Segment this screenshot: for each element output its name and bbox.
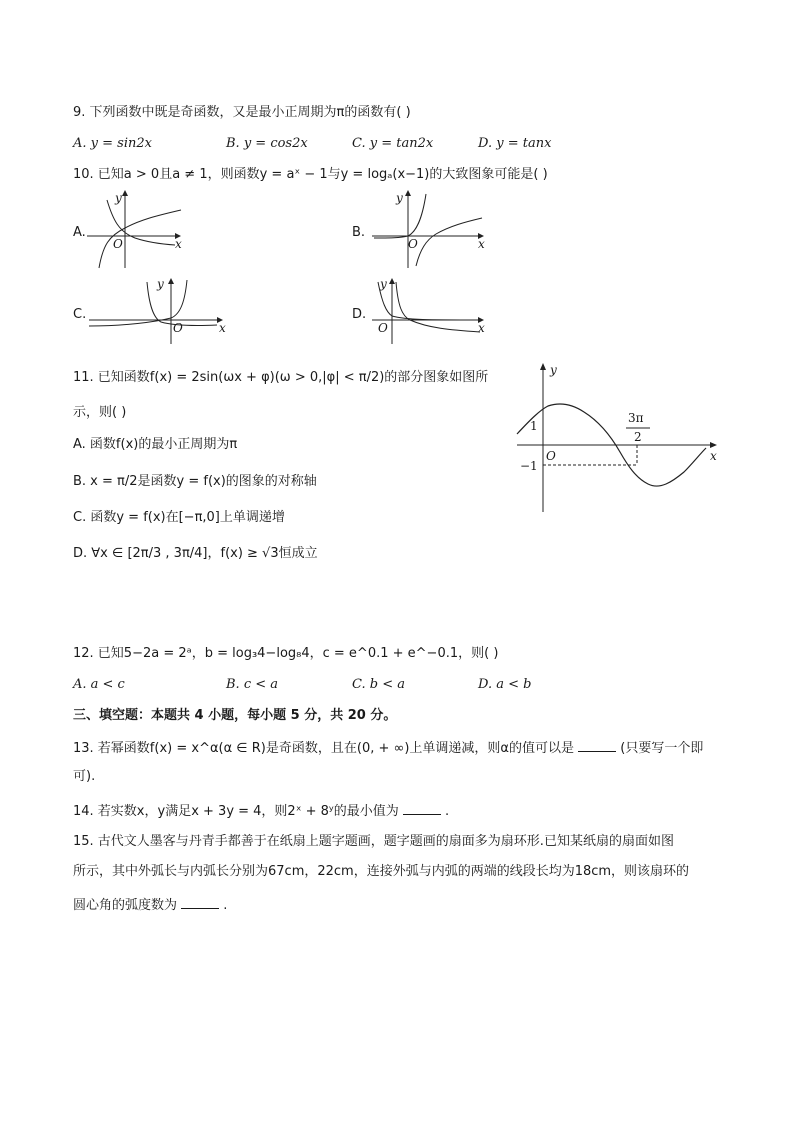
q10-b-y-label: y (396, 191, 403, 205)
q9-stem: 9. 下列函数中既是奇函数，又是最小正周期为π的函数有( ) (73, 105, 411, 120)
q10-graph-c (85, 276, 235, 346)
q10-b-origin: O (408, 237, 418, 251)
q10-b-x-label: x (478, 237, 485, 251)
q11-graph-y-label: y (550, 363, 557, 377)
q11-graph-tick-1: 1 (530, 419, 538, 433)
q14-answer-blank[interactable] (403, 801, 441, 815)
q14-line (73, 801, 449, 821)
q14-text: 14. 若实数x，y满足x + 3y = 4，则2ˣ + 8ʸ的最小值为 (73, 804, 399, 819)
q15-line2: 所示，其中外弧长与内弧长分别为67cm，22cm，连接外弧与内弧的两端的线段长均为18cm，则该扇环的 (73, 864, 690, 879)
q10-a-origin: O (113, 237, 123, 251)
q10-stem: 10. 已知a > 0且a ≠ 1，则函数y = aˣ − 1与y = logₐ(x−1)的大致图象可能是( ) (73, 167, 548, 182)
q10-label-c: C. (73, 307, 87, 322)
q10-c-x-label: x (219, 321, 226, 335)
q11-option-d: D. ∀x ∈ [2π/3 , 3π/4]，f(x) ≥ √3恒成立 (73, 546, 318, 561)
q10-d-y-label: y (380, 277, 387, 291)
section3-title: 三、填空题：本题共 4 小题，每小题 5 分，共 20 分。 (73, 708, 397, 723)
q10-graph-b (370, 190, 490, 270)
q10-label-d: D. (352, 307, 367, 322)
q11-graph-tick-3pi: 3π (628, 411, 644, 425)
q10-a-y-label: y (115, 191, 122, 205)
q13-line1-tail: (只要写一个即 (620, 741, 704, 756)
q11-sine-graph (512, 362, 732, 517)
q9-option-d: D. y = tanx (478, 136, 552, 151)
q10-a-x-label: x (175, 237, 182, 251)
q11-graph-tick-neg1: −1 (520, 459, 538, 473)
q12-stem: 12. 已知5−2a = 2ᵃ，b = log₃4−log₈4，c = e^0.1 + e^−0.1，则( ) (73, 646, 499, 661)
q12-option-c: C. b < a (352, 677, 405, 692)
q14-tail: . (445, 804, 450, 819)
q11-stem-line1: 11. 已知函数f(x) = 2sin(ωx + φ)(ω > 0,|φ| < π/2)的部分图象如图所 (73, 370, 489, 385)
q15-line1: 15. 古代文人墨客与丹青手都善于在纸扇上题字题画，题字题画的扇面多为扇环形.已知某纸扇的扇面如图 (73, 834, 674, 849)
q10-d-origin: O (378, 321, 388, 335)
q9-option-a: A. y = sin2x (73, 136, 152, 151)
q10-graph-a (85, 190, 195, 270)
q15-tail: . (223, 898, 228, 913)
q12-option-b: B. c < a (226, 677, 279, 692)
q13-answer-blank[interactable] (578, 738, 616, 752)
q10-label-b: B. (352, 225, 366, 240)
q11-graph-tick-2: 2 (634, 430, 642, 444)
q11-graph-x-label: x (710, 449, 717, 463)
q13-line1 (73, 738, 703, 758)
q11-option-a: A. 函数f(x)的最小正周期为π (73, 437, 238, 452)
q12-option-a: A. a < c (73, 677, 125, 692)
q15-answer-blank[interactable] (181, 895, 219, 909)
q11-graph-origin: O (546, 449, 556, 463)
q10-graph-d (370, 276, 490, 346)
q15-line3 (73, 895, 227, 915)
q9-option-c: C. y = tan2x (352, 136, 434, 151)
q10-label-a: A. (73, 225, 86, 240)
q13-line2: 可). (73, 769, 96, 784)
q13-line1-text: 13. 若幂函数f(x) = x^α(α ∈ R)是奇函数，且在(0, + ∞)上单调递减，则α的值可以是 (73, 741, 574, 756)
q10-c-origin: O (173, 321, 183, 335)
q11-option-c: C. 函数y = f(x)在[−π,0]上单调递增 (73, 510, 285, 525)
q10-d-x-label: x (478, 321, 485, 335)
q11-option-b: B. x = π/2是函数y = f(x)的图象的对称轴 (73, 474, 317, 489)
q11-stem-line2: 示，则( ) (73, 405, 127, 420)
q12-option-d: D. a < b (478, 677, 532, 692)
q9-option-b: B. y = cos2x (226, 136, 308, 151)
q15-line3-text: 圆心角的弧度数为 (73, 898, 178, 913)
q10-c-y-label: y (157, 277, 164, 291)
